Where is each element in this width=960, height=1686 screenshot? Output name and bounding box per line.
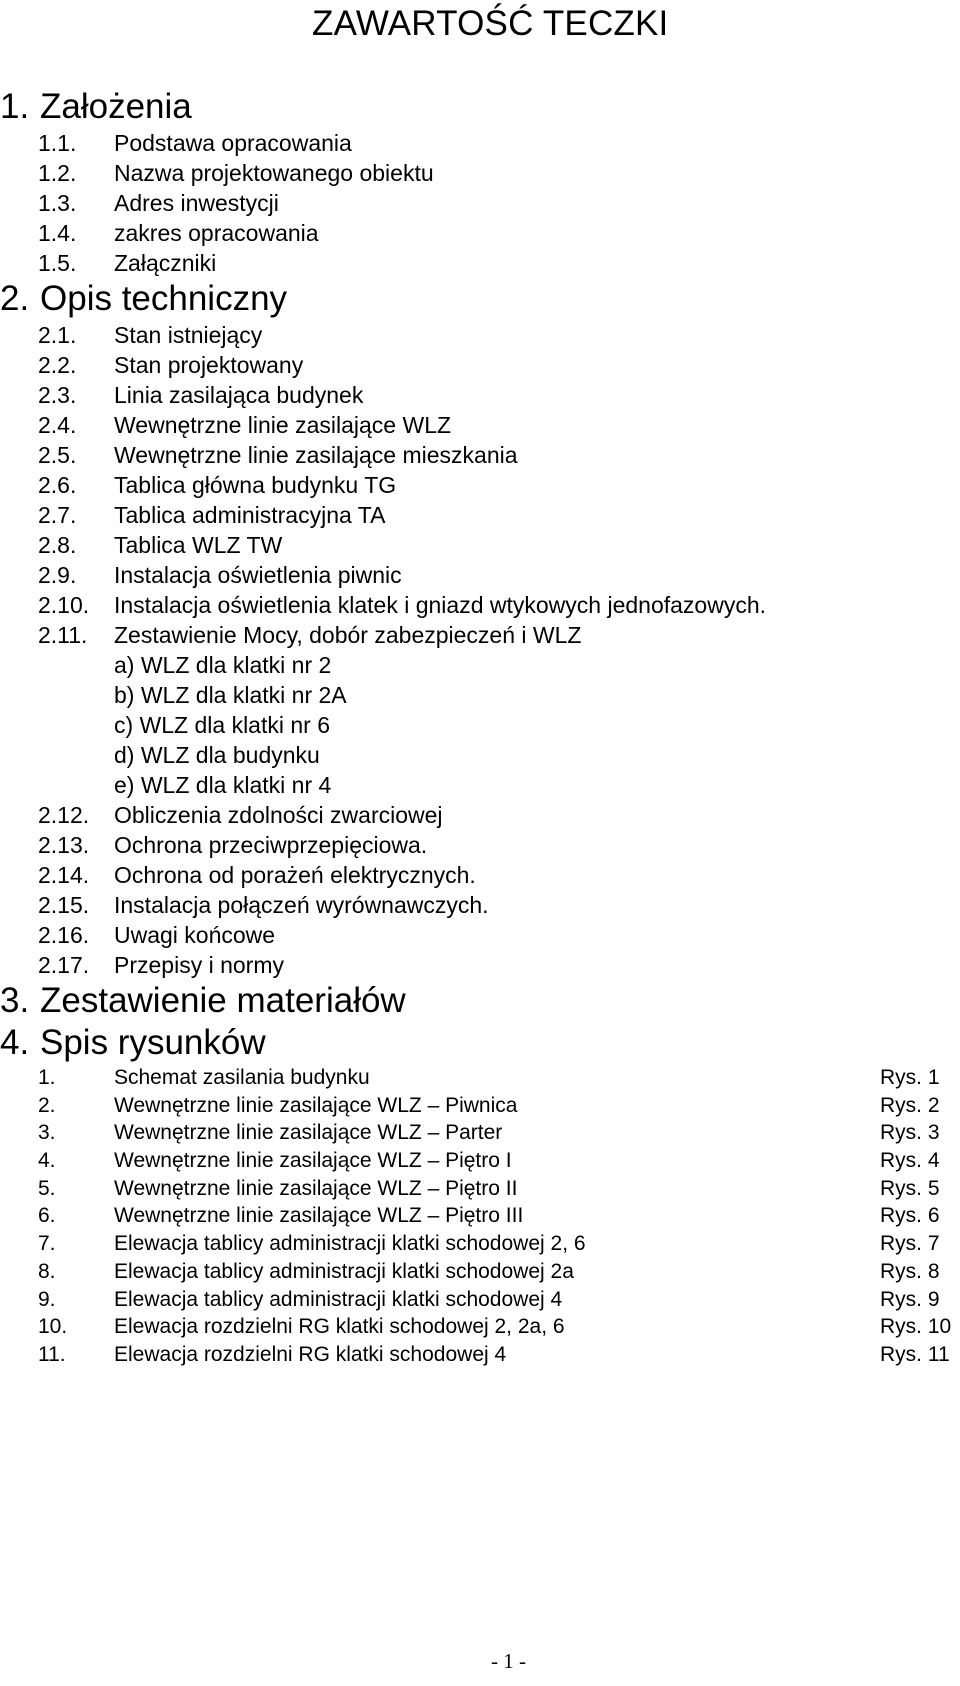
- subitem-text: a) WLZ dla klatki nr 2: [114, 652, 332, 678]
- toc-item: [0, 920, 960, 950]
- drawing-number: 1.: [38, 1066, 56, 1089]
- item-number: 2.8.: [38, 532, 77, 558]
- item-number: 2.11.: [38, 622, 88, 648]
- drawing-reference: Rys. 8: [880, 1259, 940, 1283]
- drawing-reference: Rys. 4: [880, 1149, 940, 1173]
- item-number: 1.3.: [38, 190, 77, 216]
- item-text: Stan projektowany: [114, 352, 304, 378]
- item-text: Ochrona od porażeń elektrycznych.: [114, 862, 476, 888]
- drawing-reference: Rys. 6: [880, 1204, 940, 1228]
- table-of-contents: [0, 86, 960, 1369]
- item-number: 2.2.: [38, 352, 77, 378]
- drawing-reference: Rys. 1: [880, 1066, 940, 1089]
- item-number: 2.6.: [38, 472, 77, 498]
- section-title: Spis rysunków: [40, 1023, 266, 1062]
- toc-item: [0, 188, 960, 218]
- item-text: Instalacja połączeń wyrównawczych.: [114, 892, 489, 918]
- section-heading: [0, 278, 960, 320]
- drawing-list-item: [0, 1147, 960, 1175]
- drawing-list-item: [0, 1092, 960, 1120]
- section-heading: [0, 86, 960, 128]
- item-number: 2.17.: [38, 952, 90, 978]
- drawing-reference: Rys. 5: [880, 1176, 940, 1200]
- item-text: Tablica administracyjna TA: [114, 502, 386, 528]
- section-heading: [0, 1022, 960, 1064]
- toc-item: [0, 560, 960, 590]
- item-number: 2.15.: [38, 892, 90, 918]
- item-number: 2.16.: [38, 922, 90, 948]
- drawing-title: Elewacja tablicy administracji klatki schodowej 2, 6: [114, 1232, 586, 1256]
- item-text: Ochrona przeciwprzepięciowa.: [114, 832, 428, 858]
- item-text: Wewnętrzne linie zasilające mieszkania: [114, 442, 518, 468]
- page-number: - 1 -: [491, 1649, 526, 1673]
- drawing-title: Wewnętrzne linie zasilające WLZ – Parter: [114, 1121, 503, 1145]
- drawing-title: Elewacja tablicy administracji klatki schodowej 2a: [114, 1259, 574, 1283]
- drawing-reference: Rys. 11: [880, 1342, 950, 1366]
- section-number: 2.: [0, 279, 30, 318]
- toc-subitem: [0, 710, 960, 740]
- drawing-title: Wewnętrzne linie zasilające WLZ – Piętro II: [114, 1176, 518, 1200]
- toc-subitem: [0, 770, 960, 800]
- drawing-title: Elewacja rozdzielni RG klatki schodowej 2, 2a, 6: [114, 1315, 565, 1339]
- section-title: Opis techniczny: [40, 279, 288, 318]
- toc-item: [0, 218, 960, 248]
- item-text: Załączniki: [114, 250, 217, 276]
- drawing-title: Schemat zasilania budynku: [114, 1066, 370, 1089]
- toc-item: [0, 590, 960, 620]
- subitem-text: e) WLZ dla klatki nr 4: [114, 772, 332, 798]
- item-text: Podstawa opracowania: [114, 130, 352, 156]
- item-text: Zestawienie Mocy, dobór zabezpieczeń i WLZ: [114, 622, 582, 648]
- drawing-list-item: [0, 1064, 960, 1092]
- drawing-title: Elewacja tablicy administracji klatki schodowej 4: [114, 1287, 563, 1311]
- item-text: Wewnętrzne linie zasilające WLZ: [114, 412, 452, 438]
- toc-item: [0, 950, 960, 980]
- item-number: 2.1.: [38, 322, 77, 348]
- toc-subitem: [0, 740, 960, 770]
- drawing-number: 10.: [38, 1315, 68, 1339]
- document-title: ZAWARTOŚĆ TECZKI: [312, 4, 669, 43]
- toc-item: [0, 128, 960, 158]
- item-text: Instalacja oświetlenia piwnic: [114, 562, 402, 588]
- toc-item: [0, 860, 960, 890]
- drawing-reference: Rys. 10: [880, 1315, 952, 1339]
- section-number: 4.: [0, 1023, 30, 1062]
- item-text: Linia zasilająca budynek: [114, 382, 364, 408]
- toc-item: [0, 158, 960, 188]
- toc-item: [0, 890, 960, 920]
- section-title: Założenia: [40, 87, 192, 126]
- item-text: Obliczenia zdolności zwarciowej: [114, 802, 443, 828]
- drawing-number: 9.: [38, 1287, 56, 1311]
- item-text: zakres opracowania: [114, 220, 319, 246]
- item-text: Nazwa projektowanego obiektu: [114, 160, 434, 186]
- drawing-number: 7.: [38, 1232, 56, 1256]
- toc-item: [0, 410, 960, 440]
- item-number: 2.5.: [38, 442, 77, 468]
- drawing-title: Wewnętrzne linie zasilające WLZ – Piętro I: [114, 1149, 512, 1173]
- subitem-text: b) WLZ dla klatki nr 2A: [114, 682, 347, 708]
- item-number: 2.7.: [38, 502, 77, 528]
- item-number: 1.1.: [38, 130, 77, 156]
- toc-subitem: [0, 650, 960, 680]
- toc-item: [0, 800, 960, 830]
- drawing-list-item: [0, 1175, 960, 1203]
- toc-subitem: [0, 680, 960, 710]
- drawing-number: 8.: [38, 1259, 56, 1283]
- item-text: Tablica główna budynku TG: [114, 472, 397, 498]
- item-text: Stan istniejący: [114, 322, 263, 348]
- section-number: 3.: [0, 981, 30, 1020]
- toc-item: [0, 500, 960, 530]
- drawing-number: 5.: [38, 1176, 56, 1200]
- item-number: 1.5.: [38, 250, 77, 276]
- drawing-list-item: [0, 1258, 960, 1286]
- drawing-list-item: [0, 1230, 960, 1258]
- item-number: 1.2.: [38, 160, 77, 186]
- drawing-list-item: [0, 1313, 960, 1341]
- toc-item: [0, 830, 960, 860]
- toc-item: [0, 470, 960, 500]
- item-number: 2.9.: [38, 562, 77, 588]
- item-number: 2.3.: [38, 382, 77, 408]
- item-text: Przepisy i normy: [114, 952, 284, 978]
- toc-item: [0, 530, 960, 560]
- drawing-number: 4.: [38, 1149, 56, 1173]
- toc-item: [0, 320, 960, 350]
- drawing-title: Wewnętrzne linie zasilające WLZ – Piwnica: [114, 1093, 518, 1117]
- subitem-text: d) WLZ dla budynku: [114, 742, 320, 768]
- drawing-list-item: [0, 1202, 960, 1230]
- drawing-number: 3.: [38, 1121, 56, 1145]
- drawing-title: Elewacja rozdzielni RG klatki schodowej 4: [114, 1342, 507, 1366]
- item-text: Tablica WLZ TW: [114, 532, 283, 558]
- item-number: 1.4.: [38, 220, 77, 246]
- toc-item: [0, 620, 960, 650]
- section-heading: [0, 980, 960, 1022]
- toc-item: [0, 380, 960, 410]
- item-text: Instalacja oświetlenia klatek i gniazd wtykowych jednofazowych.: [114, 592, 766, 618]
- toc-item: [0, 440, 960, 470]
- drawing-list-item: [0, 1341, 960, 1369]
- drawing-reference: Rys. 3: [880, 1121, 940, 1145]
- drawing-reference: Rys. 2: [880, 1093, 940, 1117]
- drawing-number: 2.: [38, 1093, 56, 1117]
- item-number: 2.10.: [38, 592, 90, 618]
- toc-item: [0, 350, 960, 380]
- item-text: Uwagi końcowe: [114, 922, 276, 948]
- item-number: 2.14.: [38, 862, 90, 888]
- section-number: 1.: [0, 87, 30, 126]
- drawing-reference: Rys. 9: [880, 1287, 940, 1311]
- drawing-reference: Rys. 7: [880, 1232, 940, 1256]
- subitem-text: c) WLZ dla klatki nr 6: [114, 712, 330, 738]
- drawing-number: 11.: [38, 1342, 66, 1366]
- section-title: Zestawienie materiałów: [40, 981, 406, 1020]
- toc-item: [0, 248, 960, 278]
- item-number: 2.13.: [38, 832, 90, 858]
- drawing-list-item: [0, 1119, 960, 1147]
- item-text: Adres inwestycji: [114, 190, 279, 216]
- item-number: 2.4.: [38, 412, 77, 438]
- drawing-list-item: [0, 1286, 960, 1314]
- drawing-number: 6.: [38, 1204, 56, 1228]
- item-number: 2.12.: [38, 802, 90, 828]
- drawing-title: Wewnętrzne linie zasilające WLZ – Piętro III: [114, 1204, 524, 1228]
